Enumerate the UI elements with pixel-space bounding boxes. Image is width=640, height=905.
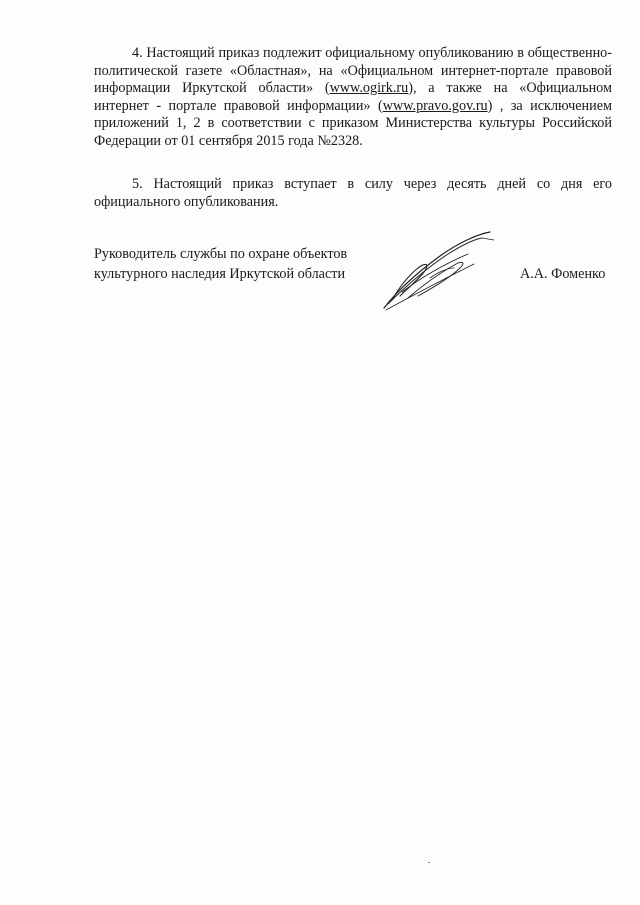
signatory-position-line-1: Руководитель службы по охране объектов: [94, 246, 348, 262]
paragraph-4: [94, 45, 612, 151]
paragraph-5-text: Настоящий приказ вступает в силу через десять дней со дня его официального опубликования.: [94, 176, 612, 210]
link-ogirk[interactable]: www.ogirk.ru: [329, 80, 409, 97]
paragraph-4-text-a: Настоящий приказ подлежит официальному опубликованию в общественно-политической газете «Областная», на «Официальном интернет-портале правовой информации Иркутской области» (: [94, 45, 612, 97]
paragraph-4-text-c: ) , за исключением приложений 1, 2 в соответствии с приказом Министерства культуры Российской Федерации от 01 сентября 2015 года №2328.: [94, 97, 612, 149]
paragraph-5-number: 5.: [132, 176, 143, 192]
link-pravo[interactable]: www.pravo.gov.ru: [382, 97, 488, 114]
handwritten-signature: [378, 228, 498, 312]
scan-speck: [428, 862, 430, 863]
paragraph-5: [94, 176, 612, 211]
signatory-name: А.А. Фоменко: [520, 266, 606, 282]
signatory-position-line-2: культурного наследия Иркутской области: [94, 266, 346, 282]
paragraph-4-text-b: ), а также на «Официальном интернет - портале правовой информации» (: [94, 80, 612, 114]
paragraph-4-number: 4.: [132, 45, 143, 61]
signatory-position: [94, 244, 347, 284]
